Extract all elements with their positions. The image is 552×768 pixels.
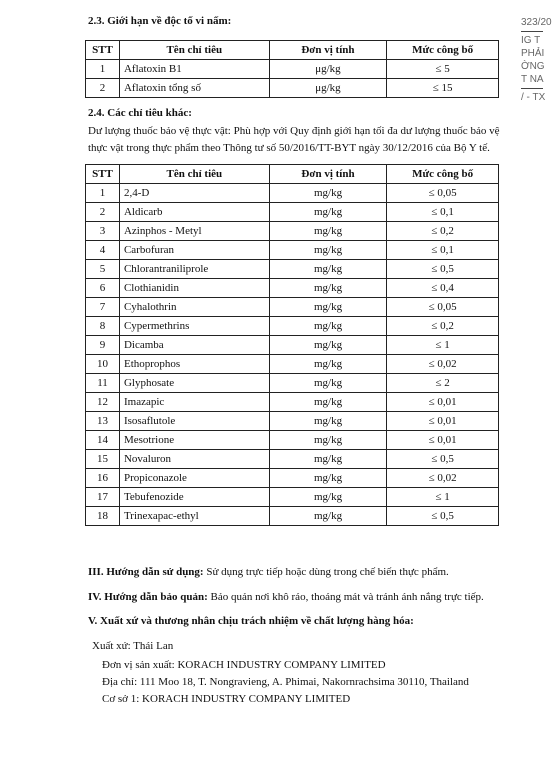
table-row xyxy=(86,412,499,431)
cell-stt: 12 xyxy=(86,393,120,412)
cell-unit: mg/kg xyxy=(269,336,387,355)
cell-unit: mg/kg xyxy=(269,298,387,317)
cell-name: Dicamba xyxy=(119,336,269,355)
cell-unit: mg/kg xyxy=(269,184,387,203)
cell-stt: 9 xyxy=(86,336,120,355)
pesticide-table xyxy=(85,164,499,526)
cell-name: Azinphos - Metyl xyxy=(119,222,269,241)
origin-section-title: V. Xuất xứ và thương nhân chịu trách nhiệm về chất lượng hàng hóa: xyxy=(88,615,414,627)
cell-unit: μg/kg xyxy=(269,79,387,98)
cell-value: ≤ 0,01 xyxy=(387,393,499,412)
cell-stt: 11 xyxy=(86,374,120,393)
mycotoxin-table xyxy=(85,40,499,98)
cell-unit: mg/kg xyxy=(269,222,387,241)
cell-unit: mg/kg xyxy=(269,450,387,469)
cell-stt: 2 xyxy=(86,79,120,98)
cell-stt: 6 xyxy=(86,279,120,298)
cell-unit: mg/kg xyxy=(269,374,387,393)
cell-stt: 18 xyxy=(86,507,120,526)
header-stt: STT xyxy=(86,41,120,60)
cell-name: Aflatoxin tổng số xyxy=(119,79,269,98)
cell-name: Isosaflutole xyxy=(119,412,269,431)
table-row xyxy=(86,298,499,317)
stamp-line: ỜNG xyxy=(521,61,545,72)
cell-value: ≤ 0,02 xyxy=(387,469,499,488)
table-row xyxy=(86,450,499,469)
header-name: Tên chỉ tiêu xyxy=(119,41,269,60)
cell-value: ≤ 0,01 xyxy=(387,431,499,450)
usage-text: Sử dụng trực tiếp hoặc dùng trong chế biến thực phẩm. xyxy=(203,566,449,578)
cell-stt: 2 xyxy=(86,203,120,222)
cell-value: ≤ 0,01 xyxy=(387,412,499,431)
cell-name: Tebufenozide xyxy=(119,488,269,507)
cell-stt: 15 xyxy=(86,450,120,469)
table-row xyxy=(86,469,499,488)
address-line: Địa chỉ: 111 Moo 18, T. Nongravieng, A. Phimai, Nakornrachsima 30110, Thailand xyxy=(102,676,469,688)
cell-stt: 14 xyxy=(86,431,120,450)
table-row xyxy=(86,241,499,260)
table-row xyxy=(86,79,499,98)
section-2-4-title: 2.4. Các chỉ tiêu khác: xyxy=(88,107,192,119)
cell-value: ≤ 2 xyxy=(387,374,499,393)
cell-unit: mg/kg xyxy=(269,355,387,374)
stamp-line: T NA xyxy=(521,74,544,85)
cell-unit: mg/kg xyxy=(269,507,387,526)
cell-value: ≤ 0,4 xyxy=(387,279,499,298)
cell-unit: mg/kg xyxy=(269,260,387,279)
stamp-line: PHẢI xyxy=(521,48,545,59)
mycotoxin-table-body xyxy=(86,60,499,98)
cell-stt: 4 xyxy=(86,241,120,260)
table-header-row xyxy=(86,165,499,184)
cell-name: Imazapic xyxy=(119,393,269,412)
cell-value: ≤ 0,5 xyxy=(387,260,499,279)
storage-text: Bảo quản nơi khô ráo, thoáng mát và tránh ánh nắng trực tiếp. xyxy=(207,591,484,603)
cell-name: Trinexapac-ethyl xyxy=(119,507,269,526)
cell-name: Aldicarb xyxy=(119,203,269,222)
header-unit: Đơn vị tính xyxy=(269,41,387,60)
table-row xyxy=(86,355,499,374)
table-row xyxy=(86,279,499,298)
cell-value: ≤ 15 xyxy=(387,79,499,98)
cell-unit: mg/kg xyxy=(269,412,387,431)
table-row xyxy=(86,393,499,412)
cell-value: ≤ 0,1 xyxy=(387,241,499,260)
table-row xyxy=(86,336,499,355)
cell-value: ≤ 0,05 xyxy=(387,184,499,203)
cell-name: Novaluron xyxy=(119,450,269,469)
table-row xyxy=(86,317,499,336)
cell-stt: 17 xyxy=(86,488,120,507)
cell-stt: 7 xyxy=(86,298,120,317)
cell-unit: mg/kg xyxy=(269,488,387,507)
table-row xyxy=(86,260,499,279)
stamp-line: 323/20 xyxy=(521,17,552,28)
cell-name: Glyphosate xyxy=(119,374,269,393)
cell-stt: 10 xyxy=(86,355,120,374)
table-row xyxy=(86,374,499,393)
cell-stt: 5 xyxy=(86,260,120,279)
cell-name: Carbofuran xyxy=(119,241,269,260)
cell-unit: mg/kg xyxy=(269,431,387,450)
cell-stt: 8 xyxy=(86,317,120,336)
usage-instructions xyxy=(88,566,449,578)
cell-name: Propiconazole xyxy=(119,469,269,488)
facility-line: Cơ sở 1: KORACH INDUSTRY COMPANY LIMITED xyxy=(102,693,351,705)
usage-label: III. Hướng dẫn sử dụng: xyxy=(88,566,204,578)
margin-stamp-fragment xyxy=(521,16,552,126)
header-value: Mức công bố xyxy=(387,165,499,184)
cell-name: Clothianidin xyxy=(119,279,269,298)
cell-name: Cypermethrins xyxy=(119,317,269,336)
table-row xyxy=(86,507,499,526)
cell-unit: mg/kg xyxy=(269,317,387,336)
cell-value: ≤ 0,5 xyxy=(387,507,499,526)
cell-name: Mesotrione xyxy=(119,431,269,450)
header-value: Mức công bố xyxy=(387,41,499,60)
cell-stt: 1 xyxy=(86,60,120,79)
cell-stt: 3 xyxy=(86,222,120,241)
cell-value: ≤ 0,2 xyxy=(387,222,499,241)
manufacturer-line: Đơn vị sản xuất: KORACH INDUSTRY COMPANY LIMITED xyxy=(102,659,386,671)
cell-value: ≤ 5 xyxy=(387,60,499,79)
pesticide-paragraph: Dư lượng thuốc bảo vệ thực vật: Phù hợp với Quy định giới hạn tối đa dư lượng thuốc bảo vệ thực vật trong thực phẩm theo Thông tư số 50/2016/TT-BYT ngày 30/12/2016 của Bộ Y tế. xyxy=(88,125,500,154)
stamp-line: IG T xyxy=(521,35,541,46)
cell-stt: 1 xyxy=(86,184,120,203)
cell-stt: 16 xyxy=(86,469,120,488)
cell-name: Ethoprophos xyxy=(119,355,269,374)
stamp-divider xyxy=(521,88,543,89)
cell-unit: mg/kg xyxy=(269,203,387,222)
stamp-line: / - TX xyxy=(521,92,546,103)
table-row xyxy=(86,60,499,79)
storage-instructions xyxy=(88,591,484,603)
pesticide-table-body xyxy=(86,184,499,526)
stamp-divider xyxy=(521,31,543,32)
table-row xyxy=(86,203,499,222)
table-row xyxy=(86,431,499,450)
cell-name: 2,4-D xyxy=(119,184,269,203)
cell-name: Aflatoxin B1 xyxy=(119,60,269,79)
cell-name: Chlorantraniliprole xyxy=(119,260,269,279)
header-stt: STT xyxy=(86,165,120,184)
table-row xyxy=(86,184,499,203)
cell-unit: mg/kg xyxy=(269,469,387,488)
origin-line: Xuất xứ: Thái Lan xyxy=(92,640,174,652)
table-header-row xyxy=(86,41,499,60)
cell-value: ≤ 0,02 xyxy=(387,355,499,374)
cell-value: ≤ 1 xyxy=(387,336,499,355)
cell-value: ≤ 0,05 xyxy=(387,298,499,317)
table-row xyxy=(86,222,499,241)
cell-value: ≤ 0,5 xyxy=(387,450,499,469)
cell-value: ≤ 0,2 xyxy=(387,317,499,336)
storage-label: IV. Hướng dẫn bảo quản: xyxy=(88,591,208,603)
header-name: Tên chỉ tiêu xyxy=(119,165,269,184)
cell-unit: mg/kg xyxy=(269,241,387,260)
table-row xyxy=(86,488,499,507)
cell-unit: mg/kg xyxy=(269,393,387,412)
section-2-3-title: 2.3. Giới hạn về độc tố vi nấm: xyxy=(88,15,232,27)
cell-value: ≤ 0,1 xyxy=(387,203,499,222)
cell-unit: mg/kg xyxy=(269,279,387,298)
cell-unit: μg/kg xyxy=(269,60,387,79)
cell-name: Cyhalothrin xyxy=(119,298,269,317)
cell-stt: 13 xyxy=(86,412,120,431)
header-unit: Đơn vị tính xyxy=(269,165,387,184)
cell-value: ≤ 1 xyxy=(387,488,499,507)
